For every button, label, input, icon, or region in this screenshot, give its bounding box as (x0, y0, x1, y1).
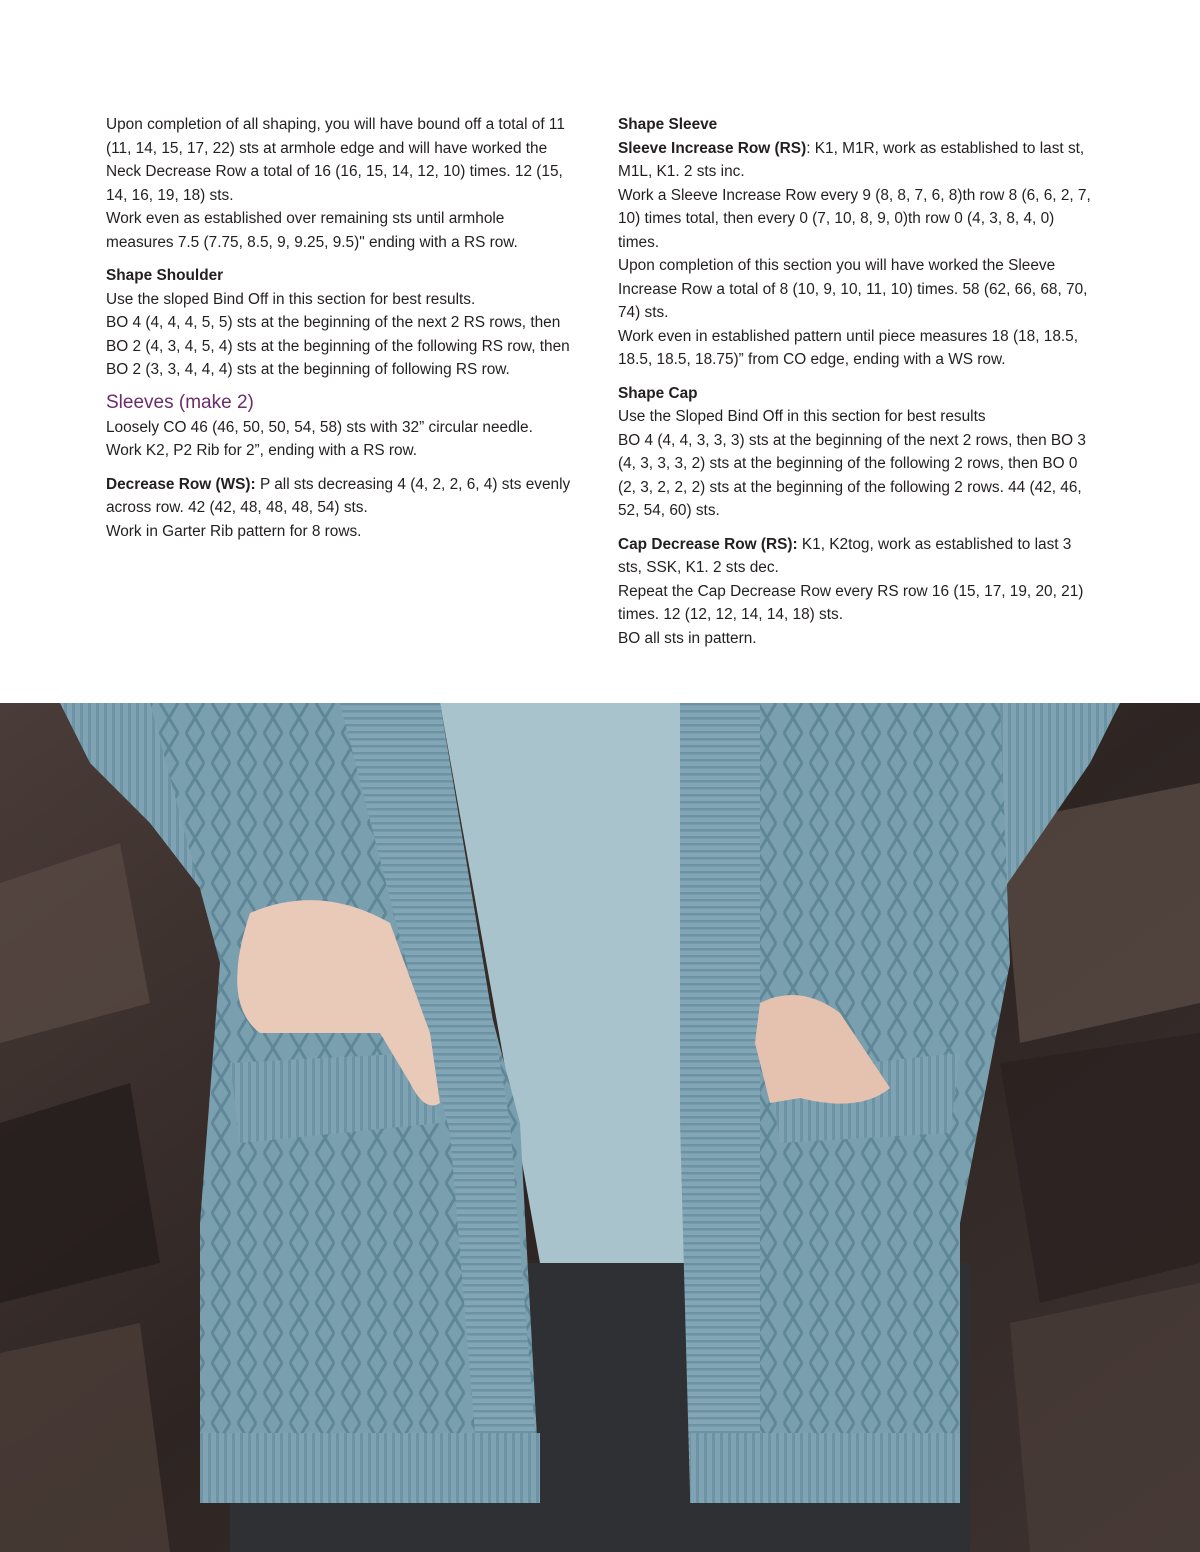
increase-completion-paragraph: Upon completion of this section you will have worked the Sleeve Increase Row a total of 8 (10, 9, 10, 11, 10) times. 58 (62, 66, 68, 70, 74) sts. (618, 257, 1088, 321)
garter-paragraph: Work in Garter Rib pattern for 8 rows. (106, 522, 362, 540)
sleeves-co-paragraph: Loosely CO 46 (46, 50, 50, 54, 58) sts with 32” circular needle. (106, 418, 533, 436)
sleeve-increase-paragraph (618, 137, 1096, 184)
decrease-row-text: P all sts decreasing 4 (4, 2, 2, 6, 4) sts evenly across row. 42 (42, 48, 48, 48, 54) sts. (106, 475, 571, 516)
right-hem (690, 1433, 960, 1503)
cardigan-illustration (0, 703, 1200, 1552)
shoulder-paragraph: BO 4 (4, 4, 4, 5, 5) sts at the beginning of the next 2 RS rows, then BO 2 (4, 3, 4, 5, 4) sts at the beginning of the following RS row, then BO 2 (3, 3, 4, 4, 4) sts at the beginning of following RS row. (106, 314, 570, 378)
sleeves-rib-paragraph: Work K2, P2 Rib for 2”, ending with a RS row. (106, 442, 418, 459)
sleeves-heading: Sleeves (make 2) (106, 391, 254, 413)
right-front-band (680, 703, 760, 1493)
cap-repeat-paragraph: Repeat the Cap Decrease Row every RS row 16 (15, 17, 19, 20, 21) times. 12 (12, 12, 14, 14, 18) sts. (618, 582, 1084, 623)
shape-cap-heading: Shape Cap (618, 384, 698, 402)
cap-decrease-label: Cap Decrease Row (RS): (618, 535, 798, 553)
bind-off-paragraph: BO all sts in pattern. (618, 629, 757, 647)
cap-paragraph: BO 4 (4, 4, 3, 3, 3) sts at the beginning of the next 2 rows, then BO 3 (4, 3, 3, 3, 2) sts at the beginning of the following 2 rows, then BO 0 (2, 3, 2, 2, 2) sts at the beginning of the following 2 rows. 44 (42, 46, 52, 54, 60) sts. (618, 431, 1086, 519)
sleeve-increase-label: Sleeve Increase Row (RS) (618, 139, 807, 157)
sleeve-increase-text: : K1, M1R, work as established to last st, M1L, K1. 2 sts inc. (618, 139, 1085, 180)
decrease-row-label: Decrease Row (WS): (106, 475, 256, 493)
decrease-row-paragraph (106, 473, 576, 520)
work-even-right-paragraph: Work even in established pattern until piece measures 18 (18, 18.5, 18.5, 18.5, 18.75)” from CO edge, ending with a WS row. (618, 327, 1078, 368)
increase-repeat-paragraph: Work a Sleeve Increase Row every 9 (8, 8, 7, 6, 8)th row 8 (6, 6, 2, 7, 10) times total, then every 0 (7, 10, 8, 9, 0)th row 0 (4, 3, 8, 4, 0) times. (618, 186, 1091, 251)
work-even-paragraph: Work even as established over remaining sts until armhole measures 7.5 (7.75, 8.5, 9, 9.25, 9.5)" ending with a RS row. (106, 210, 518, 251)
cap-intro: Use the Sloped Bind Off in this section for best results (618, 408, 986, 425)
cap-decrease-text: K1, K2tog, work as established to last 3 sts, SSK, K1. 2 sts dec. (618, 535, 1072, 576)
left-column (106, 113, 576, 543)
right-column (618, 113, 1096, 650)
shape-shoulder-heading: Shape Shoulder (106, 267, 224, 284)
cardigan-photo (0, 703, 1200, 1552)
cap-decrease-paragraph (618, 533, 1096, 580)
shaping-paragraph: Upon completion of all shaping, you will have bound off a total of 11 (11, 14, 15, 17, 22) sts at armhole edge and will have worked the Neck Decrease Row a total of 16 (16, 15, 14, 12, 10) times. 12 (15, 14, 16, 19, 18) sts. (106, 116, 565, 204)
left-hem (200, 1433, 540, 1503)
shape-sleeve-heading: Shape Sleeve (618, 116, 718, 133)
shoulder-intro: Use the sloped Bind Off in this section for best results. (106, 290, 476, 308)
